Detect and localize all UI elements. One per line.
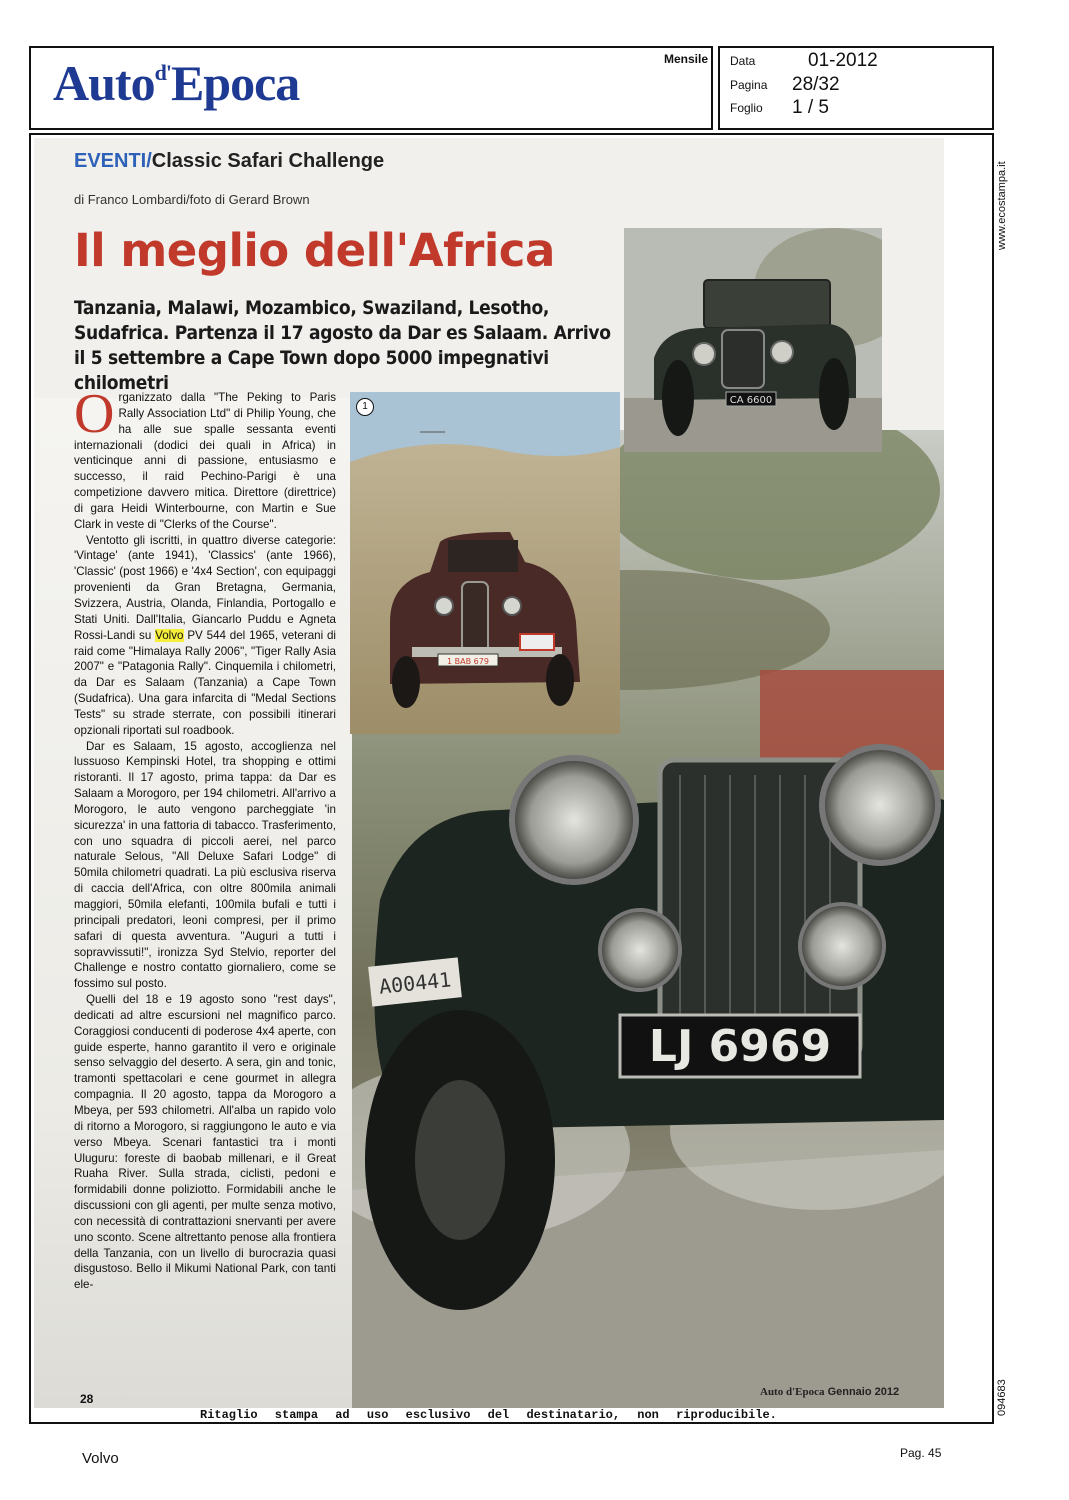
maroon-plate-text: 1 BAB 679: [447, 657, 489, 666]
reproduction-notice: Ritaglio stampa ad uso esclusivo del destinatario, non riproducibile.: [200, 1408, 777, 1422]
paragraph-4: Quelli del 18 e 19 agosto sono "rest days", dedicati ad altre escursioni nel magnifico parco. Coraggiosi conducenti di poderose 4x4 aperte, con guide esperte, hanno garantito il vero e originale senso selvaggio del deserto. A sera, gin and tonic, tramonti spettacolari e cene gourmet in allegra compagnia. Il 20 agosto, tappa da Morogoro a Mbeya, per 593 chilometri. All'alba un rapido volo di ritorno a Morogoro, si raggiungono le auto e via verso Mbeya. Scenari fantastici tra i monti Uluguru: foreste di baobab millenari, e il Great Ruaha River. Sulla strada, ciclisti, pedoni e formidabili donne poliziotto. Formidabili anche le discussioni con gli agenti, per multe senza motivo, con necessità di contrattazioni snervanti per avere uno sconto. Scene altrettanto penose alla frontiera della Tanzania, con un livello di burocrazia quasi disgustoso. Bello il Mikumi National Park, con tanti ele-: [74, 993, 336, 1292]
side-website: www.ecostampa.it: [996, 161, 1008, 250]
photo-bentley: [624, 228, 882, 452]
footer-page: Pag. 45: [900, 1446, 942, 1460]
section-label: EVENTI/: [74, 150, 152, 172]
paragraph-3: Dar es Salaam, 15 agosto, accoglienza nel lussuoso Kempinski Hotel, tra shopping e ottimi ristoranti. Il 17 agosto, prima tappa: da Dar es Salaam a Morogoro, per 194 chilometri. All'arrivo a Morogoro, le auto vengono parcheggiate 'in sicurezza' in una fattoria di tabacco. Trasferimento, con uno squadra di piccoli aerei, nel parco naturale Selous, "All Deluxe Safari Lodge" di 50mila chilometri quadrati. La più esclusiva riserva di caccia dell'Africa, con oltre 800mila animali maggiori, 50mila elefanti, 100mila bufali e tutti i principali predatori, leoni compresi, per il primo safari di questa avventura. "Auguri a tutti i sopravvissuti!", ironizza Syd Stelvio, reporter del Challenge e nostro contatto giornaliero, come se fossimo sul posto.: [74, 739, 336, 991]
footer-issue: Gennaio 2012: [827, 1386, 900, 1398]
meta-value-pagina: 28/32: [792, 74, 840, 95]
article-title: Il meglio dell'Africa: [74, 224, 555, 277]
article-body: [74, 383, 337, 1293]
paragraph-2: [74, 533, 336, 739]
highlighted-keyword: Volvo: [155, 628, 184, 642]
footer-keyword: Volvo: [82, 1450, 119, 1467]
article-subtitle: Tanzania, Malawi, Mozambico, Swaziland, Lesotho, Sudafrica. Partenza il 17 agosto da Dar es Salaam. Arrivo il 5 settembre a Cape Town dopo 5000 impegnativi chilometri: [74, 297, 611, 394]
dropcap: O: [74, 383, 115, 445]
meta-label-foglio: Foglio: [730, 101, 763, 115]
meta-label-data: Data: [730, 54, 756, 68]
side-plate-text: A00441: [377, 967, 453, 999]
main-plate-text: LJ 6969: [648, 1021, 832, 1072]
meta-value-data: 01-2012: [808, 50, 878, 71]
paragraph-1-text: rganizzato dalla "The Peking to Paris Rally Association Ltd" di Philip Young, che ha alle sue spalle sessanta eventi internazionali (dodici dei quali in Africa) in venticinque anni di passione, entusiasmo e successo, il raid Pechino-Parigi è una competizione davvero mitica. Direttore (direttrice) di gara Heidi Winterbourne, con Martin e Sue Clark in veste di "Clerks of the Course".: [74, 391, 336, 531]
article-page-number: 28: [80, 1392, 94, 1406]
bentley-plate-text: CA 6600: [729, 395, 773, 406]
magazine-logo: [53, 55, 300, 111]
paragraph-1: [74, 383, 336, 533]
section-heading: [74, 150, 384, 173]
photo-maroon-car: [350, 392, 620, 734]
meta-value-foglio: 1 / 5: [792, 97, 829, 118]
meta-label-pagina: Pagina: [730, 78, 768, 92]
periodicity-label: Mensile: [664, 52, 709, 66]
article-clipping: [34, 138, 944, 1408]
logo-part-1: Auto: [53, 55, 155, 111]
logo-sup: d': [154, 60, 171, 85]
footer-mag-name: Auto d'Epoca: [760, 1386, 825, 1398]
paragraph-2-text-b: PV 544 del 1965, veterani di raid come "Himalaya Rally 2006", "Tiger Rally Asia 2007" e "Patagonia Rally". Cinquemila i chilometri, da Dar es Salaam (Tanzania) a Cape Town (Sudafrica). Una gara infarcita di "Medal Sections Tests" su strade sterrate, con possibili itinerari opzionali riportati sul roadbook.: [74, 628, 337, 737]
side-code: 094683: [996, 1379, 1008, 1416]
article-footer-mag: [760, 1386, 899, 1398]
byline: di Franco Lombardi/foto di Gerard Brown: [74, 192, 310, 207]
paragraph-2-text-a: Ventotto gli iscritti, in quattro diverse categorie: 'Vintage' (ante 1941), 'Classics' (ante 1966), 'Classic' (post 1966) e '4x4 Section', con equipaggi provenienti da Gran Bretagna, Germania, Svizzera, Austria, Olanda, Finlandia, Portogallo e Stati Uniti. Dall'Italia, Giancarlo Puddu e Agneta Rossi-Landi su: [74, 533, 336, 642]
category-label: Classic Safari Challenge: [151, 150, 385, 172]
photo-number-badge: 1: [356, 398, 374, 416]
logo-part-2: Epoca: [170, 55, 300, 111]
